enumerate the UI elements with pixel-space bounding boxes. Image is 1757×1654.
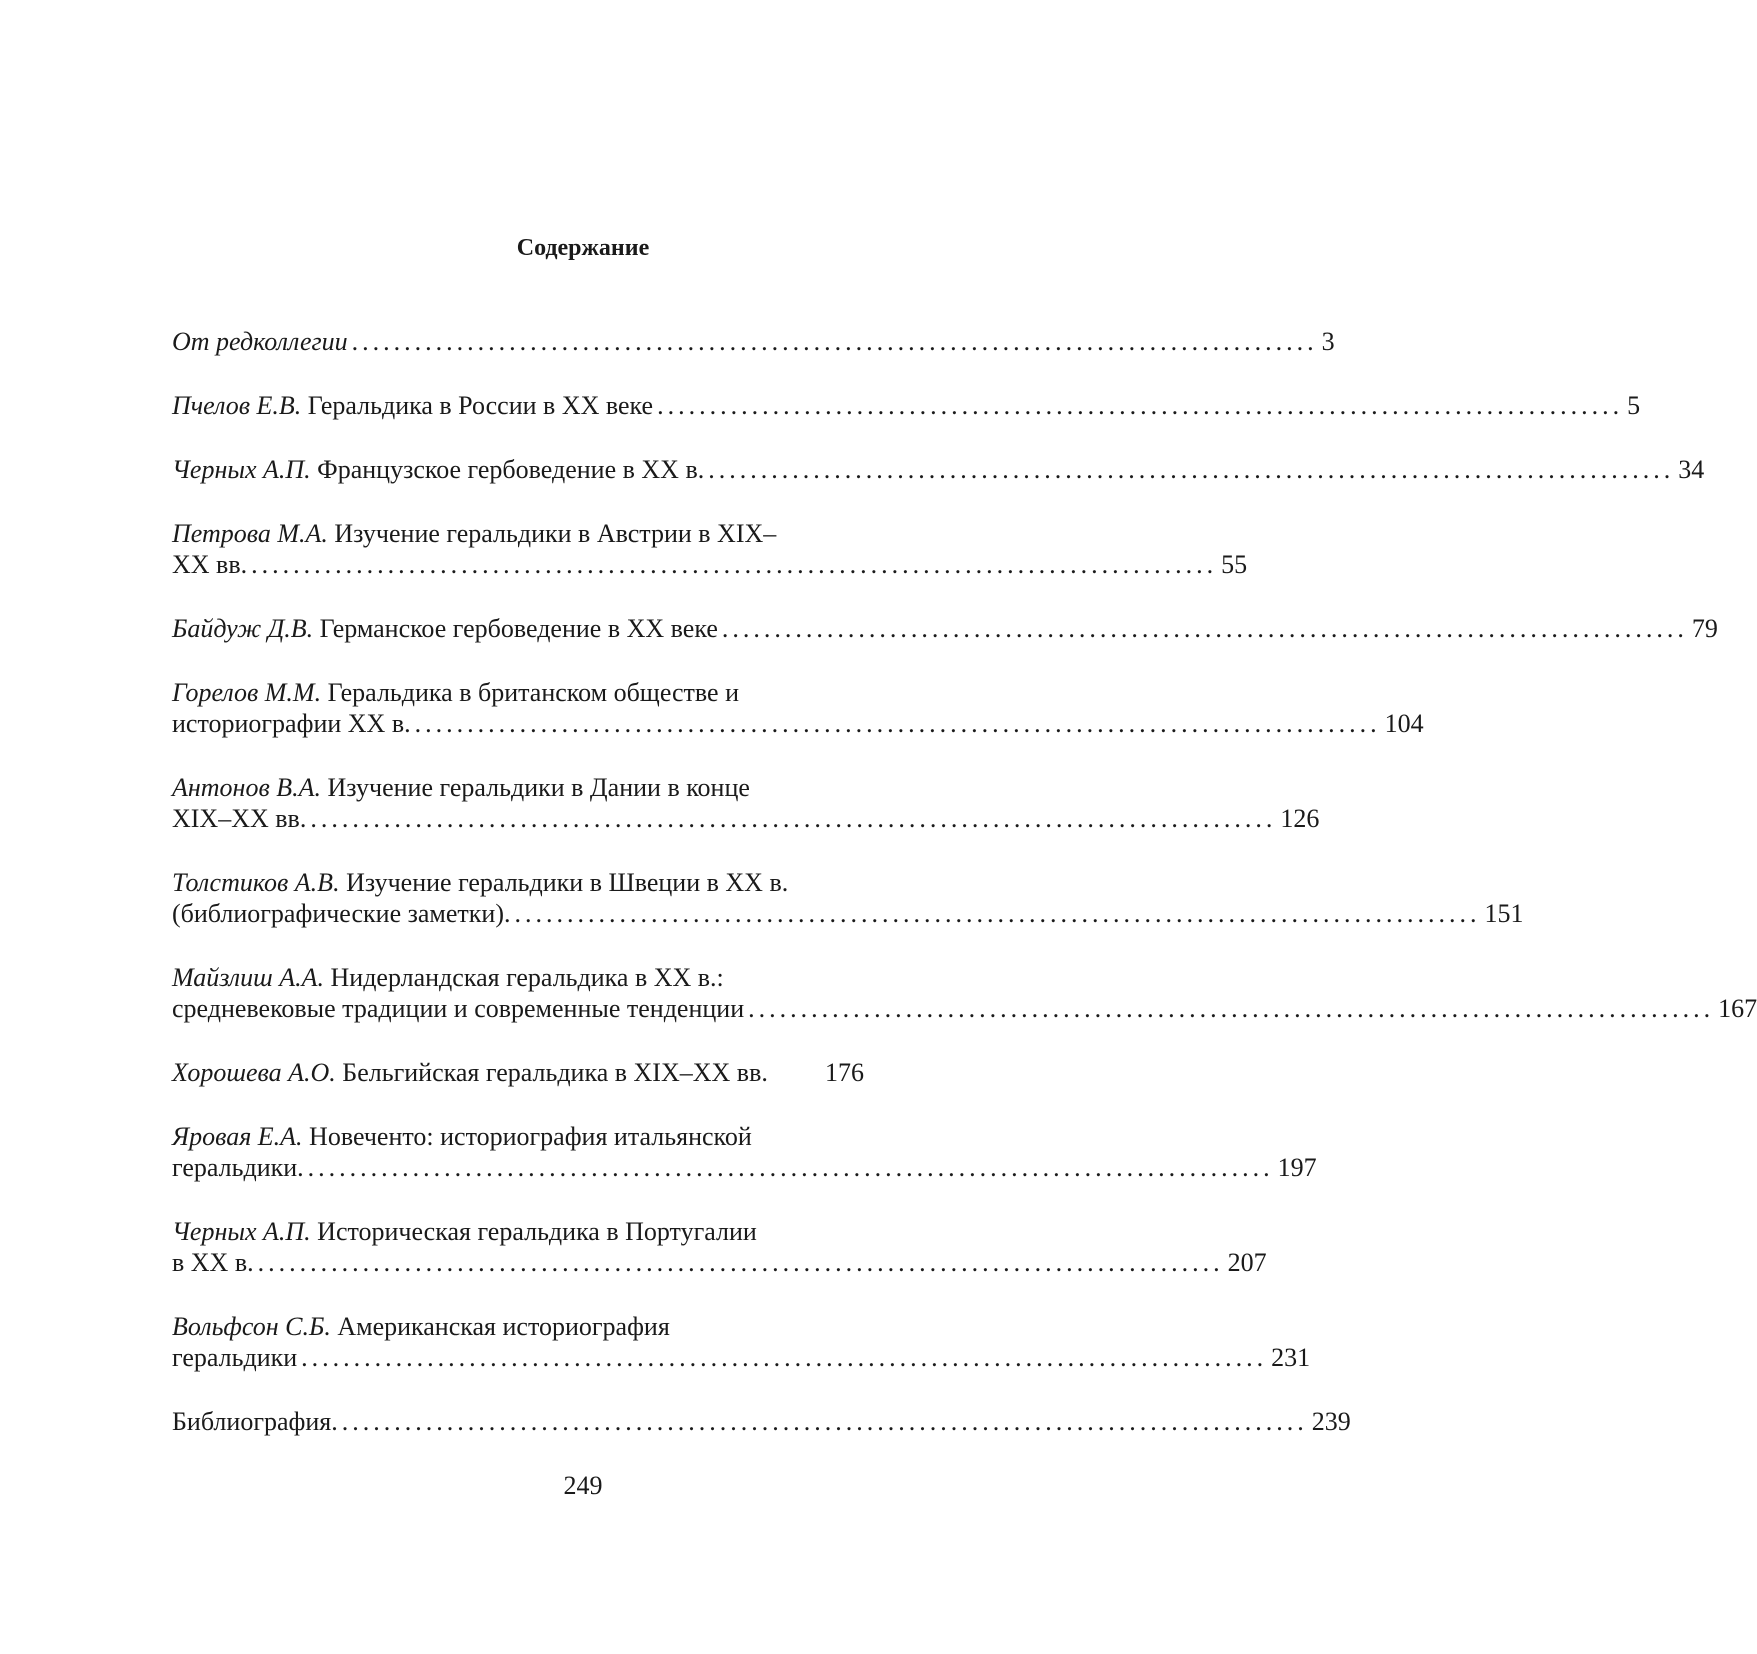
entry-author: Петрова М.А. <box>172 519 328 548</box>
entry-author: Черных А.П. <box>172 455 311 484</box>
toc-line <box>172 390 1641 421</box>
entry-author: Антонов В.А. <box>172 773 322 802</box>
entry-page: 3 <box>1321 327 1335 356</box>
page-number: 249 <box>563 1471 603 1500</box>
toc-entry <box>172 390 1641 421</box>
entry-title: Французское гербоведение в XX в. <box>317 455 705 484</box>
entry-title: Изучение геральдики в Дании в конце <box>327 773 750 802</box>
entry-author: Черных А.П. <box>172 1217 311 1246</box>
entry-page: 151 <box>1484 899 1524 928</box>
toc-entry <box>172 1216 1267 1278</box>
entry-title: Изучение геральдики в Швеции в XX в. <box>346 868 789 897</box>
entry-title-cont: XX вв. <box>172 550 248 579</box>
toc-line <box>172 803 1320 834</box>
entry-title-cont: средневековые традиции и современные тенденции <box>172 994 745 1023</box>
toc-entry-editorial <box>172 326 1335 357</box>
entry-title: Историческая геральдика в Португалии <box>317 1217 757 1246</box>
toc-line <box>172 454 1705 485</box>
entry-author: Байдуж Д.В. <box>172 614 314 643</box>
entry-title-cont: историографии XX в. <box>172 709 411 738</box>
table-of-contents <box>172 326 1757 1470</box>
entry-title: Американская историография <box>337 1312 670 1341</box>
toc-entry <box>172 677 1424 739</box>
dot-leader: ............................................................................................ <box>257 1248 1224 1277</box>
toc-line <box>172 1406 1351 1437</box>
toc-entry <box>172 772 1320 834</box>
entry-page: 167 <box>1718 994 1757 1023</box>
dot-leader: ............................................................................................ <box>341 1407 1308 1436</box>
toc-line <box>172 549 1248 580</box>
entry-page: 79 <box>1691 614 1718 643</box>
toc-entry <box>172 454 1705 485</box>
entry-title: Геральдика в России в XX веке <box>307 391 654 420</box>
dot-leader: ............................................................................................ <box>251 550 1218 579</box>
toc-entry <box>172 1057 864 1088</box>
dot-leader: ............................................................................................ <box>514 899 1481 928</box>
entry-title: Бельгийская геральдика в XIX–XX вв. <box>342 1058 768 1087</box>
dot-leader: ............................................................................................ <box>708 455 1675 484</box>
entry-page: 126 <box>1280 804 1320 833</box>
entry-title-cont: геральдики <box>172 1343 298 1372</box>
toc-line <box>172 1342 1311 1373</box>
dot-leader: ............................................................................................ <box>310 804 1277 833</box>
entry-page: 207 <box>1227 1248 1267 1277</box>
entry-title: От редколлегии <box>172 327 348 356</box>
entry-page: 104 <box>1384 709 1424 738</box>
entry-page: 5 <box>1627 391 1641 420</box>
toc-entry <box>172 867 1524 929</box>
toc-line <box>172 1057 864 1088</box>
entry-title: Нидерландская геральдика в XX в.: <box>330 963 724 992</box>
toc-line <box>172 993 1757 1024</box>
toc-line <box>172 1247 1267 1278</box>
entry-author: Горелов М.М. <box>172 678 322 707</box>
entry-page: 176 <box>825 1058 864 1087</box>
entry-title: Геральдика в британском обществе и <box>327 678 739 707</box>
toc-entry <box>172 613 1718 644</box>
entry-author: Вольфсон С.Б. <box>172 1312 331 1341</box>
dot-leader: ............................................................................................ <box>351 327 1318 356</box>
entry-title-cont: геральдики. <box>172 1153 304 1182</box>
toc-entry <box>172 1311 1311 1373</box>
entry-author: Толстиков А.В. <box>172 868 340 897</box>
toc-entry-bibliography <box>172 1406 1351 1437</box>
page-title: Содержание <box>516 235 650 261</box>
entry-title-cont: XIX–XX вв. <box>172 804 307 833</box>
entry-page: 197 <box>1277 1153 1317 1182</box>
dot-leader: ............................................................................................ <box>307 1153 1274 1182</box>
entry-page: 34 <box>1678 455 1705 484</box>
dot-leader: ............................................................................................ <box>301 1343 1268 1372</box>
entry-title: Библиография. <box>172 1407 338 1436</box>
entry-author: Хорошева А.О. <box>172 1058 336 1087</box>
dot-leader: ............................................................................................ <box>657 391 1624 420</box>
entry-author: Яровая Е.А. <box>172 1122 303 1151</box>
toc-entry <box>172 518 1248 580</box>
entry-title: Германское гербоведение в XX веке <box>319 614 718 643</box>
entry-author: Пчелов Е.В. <box>172 391 302 420</box>
entry-title: Изучение геральдики в Австрии в XIX– <box>334 519 777 548</box>
toc-line <box>172 898 1524 929</box>
entry-title: Новеченто: историография итальянской <box>309 1122 752 1151</box>
toc-line <box>172 1152 1317 1183</box>
toc-entry <box>172 1121 1317 1183</box>
dot-leader: ............................................................................................ <box>721 614 1688 643</box>
toc-line <box>172 613 1718 644</box>
toc-entry <box>172 962 1757 1024</box>
entry-page: 239 <box>1311 1407 1351 1436</box>
entry-title-cont: в XX в. <box>172 1248 254 1277</box>
entry-title-cont: (библиографические заметки). <box>172 899 511 928</box>
entry-page: 231 <box>1271 1343 1311 1372</box>
toc-line <box>172 326 1335 357</box>
toc-line <box>172 708 1424 739</box>
entry-page: 55 <box>1221 550 1248 579</box>
entry-author: Майзлиш А.А. <box>172 963 325 992</box>
dot-leader: ............................................................................................ <box>414 709 1381 738</box>
dot-leader: ............................................................................................ <box>748 994 1715 1023</box>
